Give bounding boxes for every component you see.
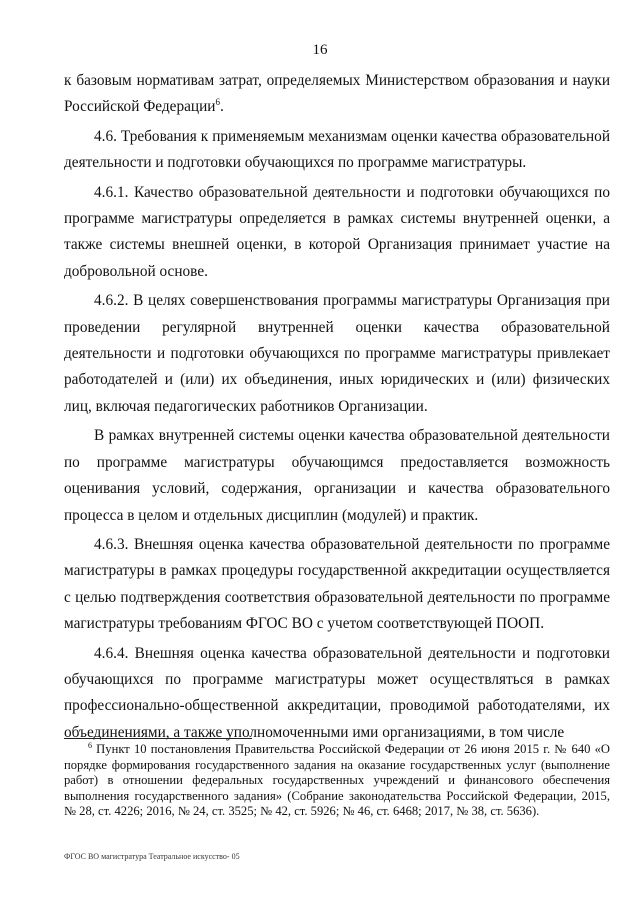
paragraph-continuation [64,68,610,121]
paragraph-4-6-2: 4.6.2. В целях совершенствования программы магистратуры Организация при проведении регулярной внутренней оценки качества образовательной деятельности и подготовки обучающихся по программе магистратуры привлекает работодателей и (или) их объединения, иных юридических и (или) физических лиц, включая педагогических работников Организации. [64,292,610,415]
footnote [64,742,610,820]
paragraph-4-6: 4.6. Требования к применяемым механизмам оценки качества образовательной деятельности и подготовки обучающихся по программе магистратуры. [64,127,610,172]
footnote-separator [64,738,252,739]
page-number: 16 [312,42,328,58]
paragraph-4-6-3: 4.6.3. Внешняя оценка качества образовательной деятельности по программе магистратуры в рамках процедуры государственной аккредитации осуществляется с целью подтверждения соответствия образовательной деятельности по программе магистратуры требованиям ФГОС ВО с учетом соответствующей ПООП. [64,535,610,633]
body-text [64,68,610,746]
page-footer: ФГОС ВО магистратура Театральное искусство- 05 [64,852,240,861]
paragraph-4-6-4: 4.6.4. Внешняя оценка качества образовательной деятельности и подготовки обучающихся по программе магистратуры может осуществляться в рамках профессионально-общественной аккредитации, проводимой работодателями, их объединениями, а также уполномоченными ими организациями, в том числе [64,644,610,741]
paragraph-continuation-text: к базовым нормативам затрат, определяемых Министерством образования и науки Российской Федерации [64,72,610,116]
paragraph-internal-assessment: В рамках внутренней системы оценки качества образовательной деятельности по программе магистратуры обучающимся предоставляется возможность оценивания условий, содержания, организации и качества образовательного процесса в целом и отдельных дисциплин (модулей) и практик. [64,427,610,524]
paragraph-4-6-1: 4.6.1. Качество образовательной деятельности и подготовки обучающихся по программе магистратуры определяется в рамках системы внутренней оценки, а также системы внешней оценки, в которой Организация принимает участие на добровольной основе. [64,183,610,280]
paragraph-continuation-end: . [219,98,224,116]
footnote-text: Пункт 10 постановления Правительства Российской Федерации от 26 июня 2015 г. № 640 «О порядке формирования государственного задания на оказание государственных услуг (выполнение работ) в отношении федеральных государственных учреждений и финансового обеспечения выполнения государственного задания» (Собрание законодательства Российской Федерации, 2015, № 28, ст. 4226; 2016, № 24, ст. 3525; № 42, ст. 5926; № 46, ст. 6468; 2017, № 38, ст. 5636). [64,742,610,819]
footnote-reference: 6 [215,97,220,108]
footnote-marker: 6 [88,740,92,750]
